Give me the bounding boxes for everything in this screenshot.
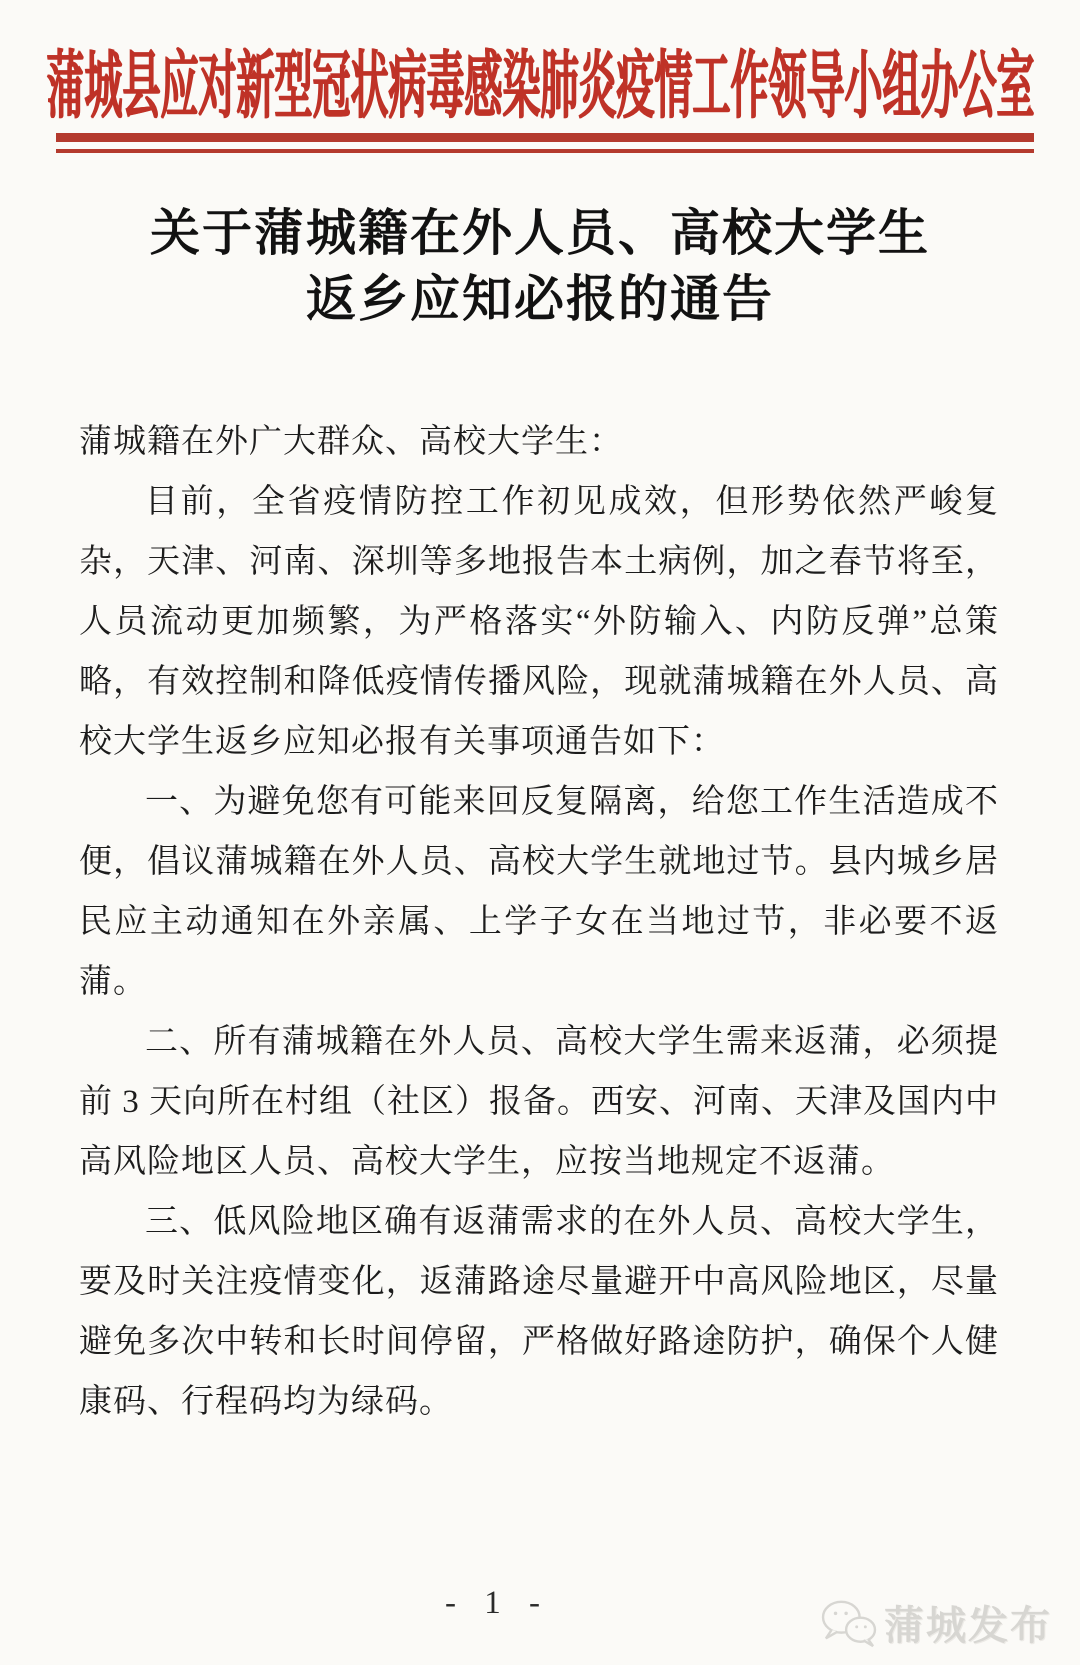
- wechat-icon: [820, 1598, 878, 1648]
- document-title-line1: 关于蒲城籍在外人员、高校大学生: [150, 205, 930, 261]
- salutation-line: 蒲城籍在外广大群众、高校大学生：: [79, 424, 623, 460]
- watermark-label: 蒲城发布: [884, 1603, 1052, 1648]
- page-number: - 1 -: [445, 1585, 550, 1621]
- paragraph-item-3: 三、低风险地区确有返蒲需求的在外人员、高校大学生，要及时关注疫情变化，返蒲路途尽量避开中高风险地区，尽量避免多次中转和长时间停留，严格做好路途防护，确保个人健康码、行程码均为绿码。: [79, 1204, 999, 1420]
- paragraph-item-1: 一、为避免您有可能来回反复隔离，给您工作生活造成不便，倡议蒲城籍在外人员、高校大学生就地过节。县内城乡居民应主动通知在外亲属、上学子女在当地过节，非必要不返蒲。: [79, 784, 999, 1000]
- paragraph-intro: 目前，全省疫情防控工作初见成效，但形势依然严峻复杂，天津、河南、深圳等多地报告本土病例，加之春节将至，人员流动更加频繁，为严格落实“外防输入、内防反弹”总策略，有效控制和降低疫情传播风险，现就蒲城籍在外人员、高校大学生返乡应知必报有关事项通告如下：: [79, 484, 999, 760]
- watermark: [820, 1594, 1052, 1651]
- header-banner: [0, 30, 1080, 130]
- document-body: [79, 412, 999, 1432]
- issuing-org-title: 蒲城县应对新型冠状病毒感染肺炎疫情工作领导小组办公室: [46, 43, 1034, 128]
- header-divider-thin: [56, 149, 1034, 153]
- document-title: [0, 200, 1080, 332]
- header-divider-thick: [56, 133, 1034, 142]
- document-title-line2: 返乡应知必报的通告: [306, 271, 774, 327]
- paragraph-item-2: 二、所有蒲城籍在外人员、高校大学生需来返蒲，必须提前 3 天向所在村组（社区）报备。西安、河南、天津及国内中高风险地区人员、高校大学生，应按当地规定不返蒲。: [79, 1024, 999, 1180]
